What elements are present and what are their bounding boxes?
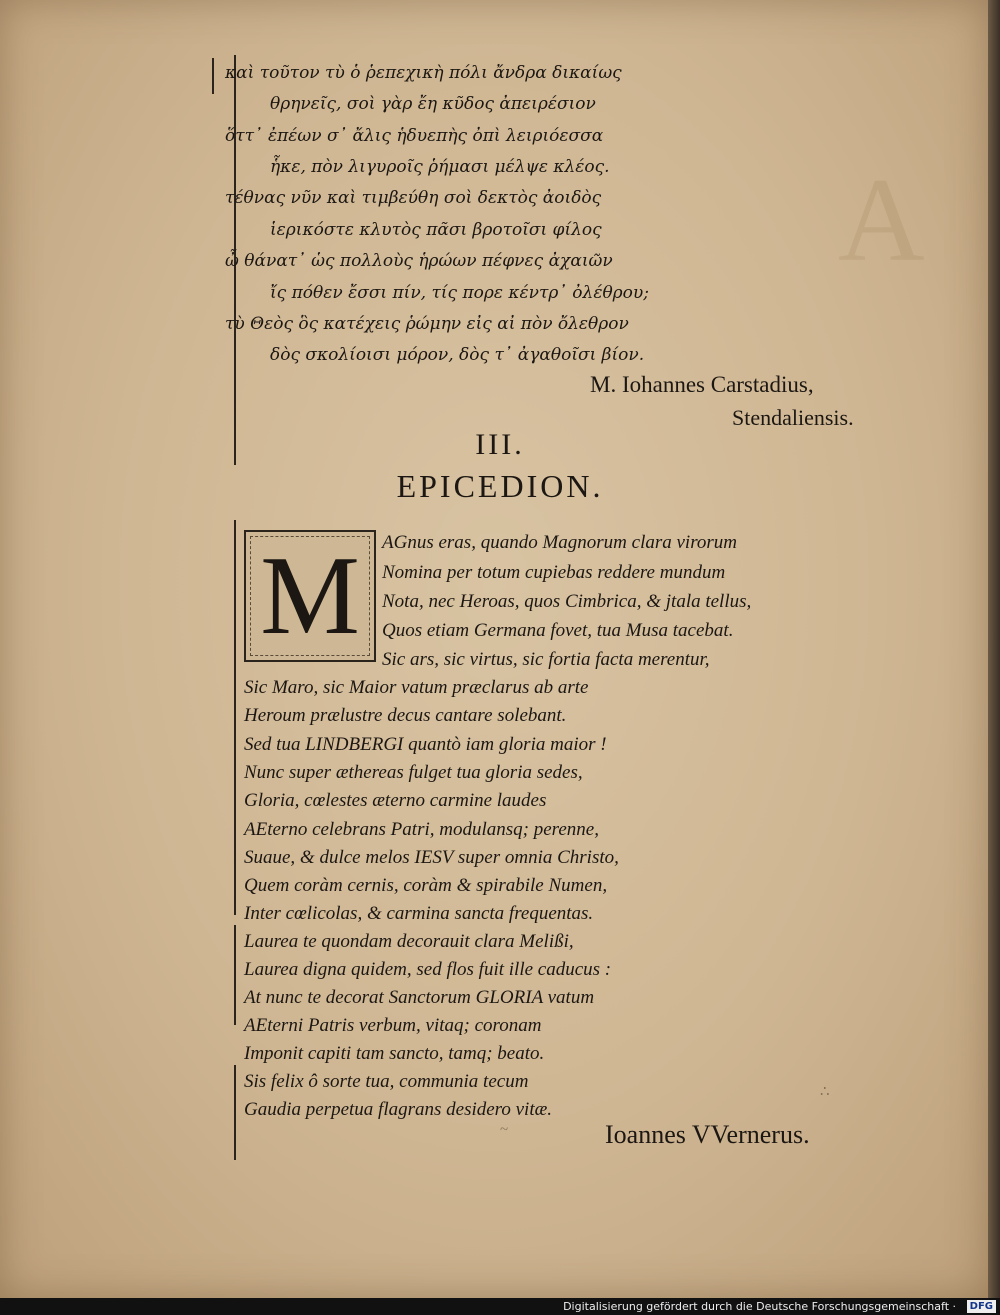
greek-line-9: τὺ Θεὸς ὃς κατέχεις ῥώμην εἰς αἰ πὸν ὄλεθρον <box>225 314 629 334</box>
ink-smudge-2: ∴ <box>820 1084 830 1100</box>
digitization-footer: Digitalisierung gefördert durch die Deutsche Forschungsgemeinschaft · <box>0 1298 1000 1315</box>
greek-line-4: ἧκε, πὸν λιγυροῖς ῥήμασι μέλψε κλέος. <box>270 157 610 177</box>
latin-line-8: Sed tua LINDBERGI quantò iam gloria maior ! <box>244 734 607 755</box>
latin-line-9: Nunc super æthereas fulget tua gloria sedes, <box>244 762 583 783</box>
latin-line-13: Quem coràm cernis, coràm & spirabile Numen, <box>244 875 608 896</box>
decorated-initial <box>244 530 376 662</box>
latin-line-16: Laurea digna quidem, sed flos fuit ille caducus : <box>244 959 612 980</box>
greek-line-7: ὦ θάνατ᾽ ὡς πολλοὺς ἡρώων πέφνες ἀχαιῶν <box>225 251 613 271</box>
latin-line-5: Sic ars, sic virtus, sic fortia facta merentur, <box>382 649 710 670</box>
greek-line-8: ἴς πόθεν ἔσσι πίν, τίς πορε κέντρ᾽ ὀλέθρου; <box>270 283 649 303</box>
latin-line-2: Nomina per totum cupiebas reddere mundum <box>382 562 726 583</box>
initial-letter: M <box>260 533 360 658</box>
latin-line-4: Quos etiam Germana fovet, tua Musa tacebat. <box>382 620 734 641</box>
latin-line-19: Imponit capiti tam sancto, tamq; beato. <box>244 1043 545 1064</box>
page-edge <box>988 0 1000 1298</box>
latin-line-18: AEterni Patris verbum, vitaq; coronam <box>244 1015 542 1036</box>
greek-line-3: ὅττ᾽ ἐπέων σ᾽ ἄλις ἡδυεπὴς ὀπὶ λειριόεσσα <box>225 126 604 146</box>
latin-line-6: Sic Maro, sic Maior vatum præclarus ab arte <box>244 677 589 698</box>
latin-line-3: Nota, nec Heroas, quos Cimbrica, & jtala tellus, <box>382 591 752 612</box>
bleed-through-mark: A <box>838 153 925 286</box>
signature-carstadius: M. Iohannes Carstadius, <box>590 372 814 397</box>
latin-line-1: AGnus eras, quando Magnorum clara virorum <box>382 532 738 553</box>
latin-line-20: Sis felix ô sorte tua, communia tecum <box>244 1071 529 1092</box>
latin-line-14: Inter cœlicolas, & carmina sancta frequentas. <box>244 903 594 924</box>
latin-line-10: Gloria, cœlestes æterno carmine laudes <box>244 790 547 811</box>
latin-line-15: Laurea te quondam decorauit clara Melißi, <box>244 931 574 952</box>
latin-line-21: Gaudia perpetua flagrans desidero vitæ. <box>244 1099 553 1120</box>
greek-start-bracket <box>212 58 214 94</box>
latin-bracket-3 <box>234 1065 236 1160</box>
greek-line-6: ἱερικόστε κλυτὸς πᾶσι βροτοῖσι φίλος <box>270 220 602 240</box>
latin-bracket-2 <box>234 925 236 1025</box>
latin-line-11: AEterno celebrans Patri, modulansq; perenne, <box>244 819 599 840</box>
ink-smudge-1: ~ <box>500 1122 509 1138</box>
greek-line-5: τέθνας νῦν καὶ τιμβεύθη σοὶ δεκτὸς ἀοιδὸς <box>225 188 602 208</box>
dfg-logo: DFG <box>967 1300 996 1313</box>
signature-wernerus: Ioannes VVernerus. <box>605 1120 810 1149</box>
greek-line-2: θρηνεῖς, σοὶ γὰρ ἔη κῦδος ἀπειρέσιον <box>270 94 596 114</box>
latin-line-12: Suaue, & dulce melos IESV super omnia Christo, <box>244 847 619 868</box>
signature-origin: Stendaliensis. <box>732 405 854 430</box>
greek-line-10: δὸς σκολίοισι μόρον, δὸς τ᾽ ἀγαθοῖσι βίον. <box>270 345 645 365</box>
section-title: EPICEDION. <box>396 468 604 504</box>
greek-line-1: καὶ τοῦτον τὺ ὁ ῥεπεχικὴ πόλι ἄνδρα δικαίως <box>225 63 622 83</box>
latin-line-7: Heroum prælustre decus cantare solebant. <box>244 705 567 726</box>
section-number: III. <box>475 428 525 461</box>
latin-line-17: At nunc te decorat Sanctorum GLORIA vatum <box>244 987 595 1008</box>
latin-margin-bracket <box>234 520 236 915</box>
